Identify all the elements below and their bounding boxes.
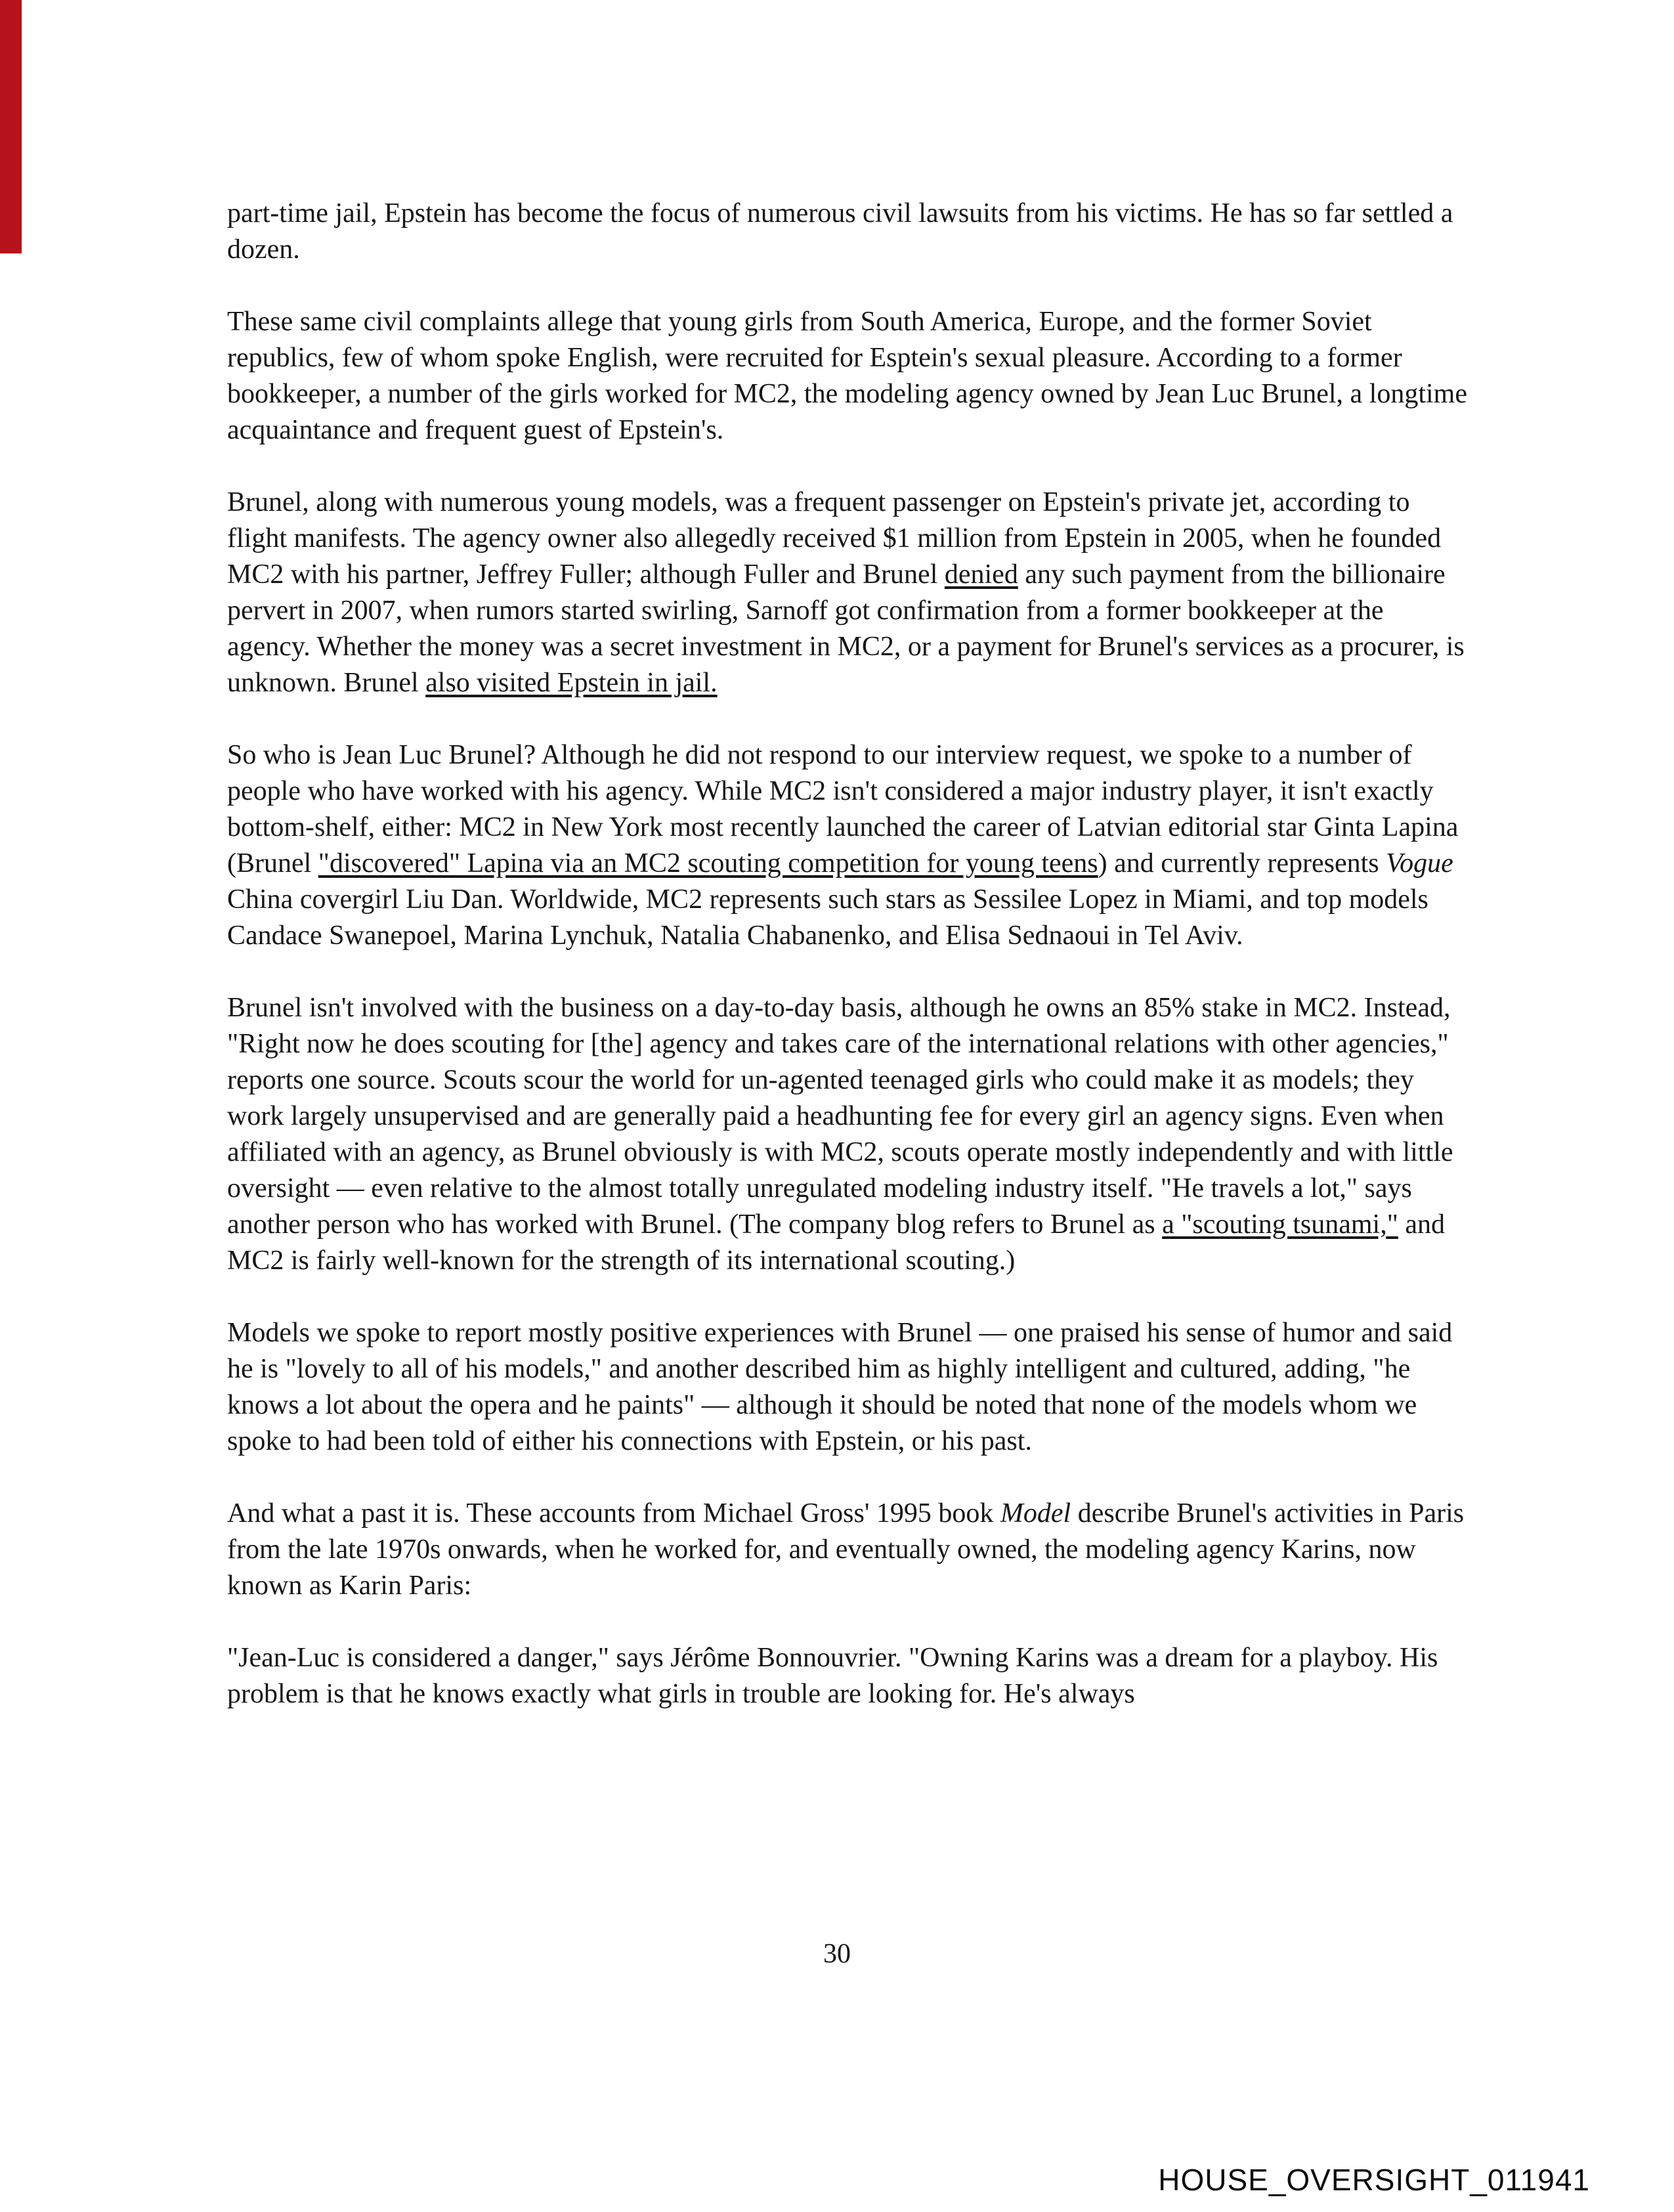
text-run: These same civil complaints allege that young girls from South America, Europe, and the former Soviet republics, few of whom spoke English, were recruited for Esptein's sexual pleasure. According to a former bookkeeper, a number of the girls worked for MC2, the modeling agency owned by Jean Luc Brunel, a longtime acquaintance and frequent guest of Epstein's. — [227, 307, 1467, 445]
text-run: and MC2 is fairly well-known for the strength of its international scouting.) — [227, 1209, 1446, 1276]
paragraph — [227, 1640, 1469, 1712]
scanner-edge-stripe — [0, 0, 22, 253]
paragraph — [227, 485, 1469, 701]
text-run: Models we spoke to report mostly positive experiences with Brunel — one praised his sense of humor and said he is "lovely to all of his models," and another described him as highly intelligent and cultured, adding, "he knows a lot about the opera and he paints" — although it should be noted that none of the models whom we spoke to had been told of either his connections with Epstein, or his past. — [227, 1318, 1453, 1456]
text-run: ) and currently represents — [1098, 848, 1386, 878]
text-run: "Jean-Luc is considered a danger," says Jérôme Bonnouvrier. "Owning Karins was a dream for a playboy. His problem is that he knows exactly what girls in trouble are looking for. He's always — [227, 1643, 1438, 1709]
text-run: any such payment from the billionaire pervert in 2007, when rumors started swirling, Sarnoff got confirmation from a former bookkeeper at the agency. Whether the money was a secret investment in MC2, or a payment for Brunel's services as a procurer, is unknown. Brunel — [227, 559, 1465, 698]
paragraph — [227, 990, 1469, 1279]
paragraph — [227, 1496, 1469, 1604]
paragraph — [227, 737, 1469, 954]
text-run: China covergirl Liu Dan. Worldwide, MC2 represents such stars as Sessilee Lopez in Miami, and top models Candace Swanepoel, Marina Lynchuk, Natalia Chabanenko, and Elisa Sednaoui in Tel Aviv. — [227, 884, 1428, 951]
bates-stamp: HOUSE_OVERSIGHT_011941 — [1158, 2163, 1590, 2197]
paragraph — [227, 1315, 1469, 1460]
paragraph — [227, 304, 1469, 448]
inline-link[interactable]: a "scouting tsunami," — [1162, 1209, 1398, 1240]
text-run: Brunel isn't involved with the business on a day-to-day basis, although he owns an 85% stake in MC2. Instead, "Right now he does scouting for [the] agency and takes care of the international relations with other agencies," reports one source. Scouts scour the world for un-agented teenaged girls who could make it as models; they work largely unsupervised and are generally paid a headhunting fee for every girl an agency signs. Even when affiliated with an agency, as Brunel obviously is with MC2, scouts operate mostly independently and with little oversight — even relative to the almost totally unregulated modeling industry itself. "He travels a lot," says another person who has worked with Brunel. (The company blog refers to Brunel as — [227, 993, 1453, 1240]
text-run: Brunel, along with numerous young models, was a frequent passenger on Epstein's private jet, according to flight manifests. The agency owner also allegedly received $1 million from Epstein in 2005, when he founded MC2 with his partner, Jeffrey Fuller; although Fuller and Brunel — [227, 487, 1442, 590]
inline-link[interactable]: also visited Epstein in jail. — [425, 668, 718, 698]
text-run: part-time jail, Epstein has become the focus of numerous civil lawsuits from his victims. He has so far settled a dozen. — [227, 198, 1453, 265]
text-run: describe Brunel's activities in Paris from the late 1970s onwards, when he worked for, and eventually owned, the modeling agency Karins, now known as Karin Paris: — [227, 1498, 1465, 1601]
text-run: So who is Jean Luc Brunel? Although he did not respond to our interview request, we spoke to a number of people who have worked with his agency. While MC2 isn't considered a major industry player, it isn't exactly bottom-shelf, either: MC2 in New York most recently launched the career of Latvian editorial star Ginta Lapina (Brunel — [227, 740, 1459, 878]
paragraph — [227, 196, 1469, 268]
document-body — [227, 196, 1469, 1748]
inline-link[interactable]: denied — [944, 559, 1018, 590]
italic-text: Vogue — [1386, 848, 1453, 878]
text-run: And what a past it is. These accounts from Michael Gross' 1995 book — [227, 1498, 1000, 1529]
page-number: 30 — [823, 1939, 851, 1969]
italic-text: Model — [1000, 1498, 1071, 1529]
inline-link[interactable]: "discovered" Lapina via an MC2 scouting competition for young teens — [318, 848, 1098, 878]
